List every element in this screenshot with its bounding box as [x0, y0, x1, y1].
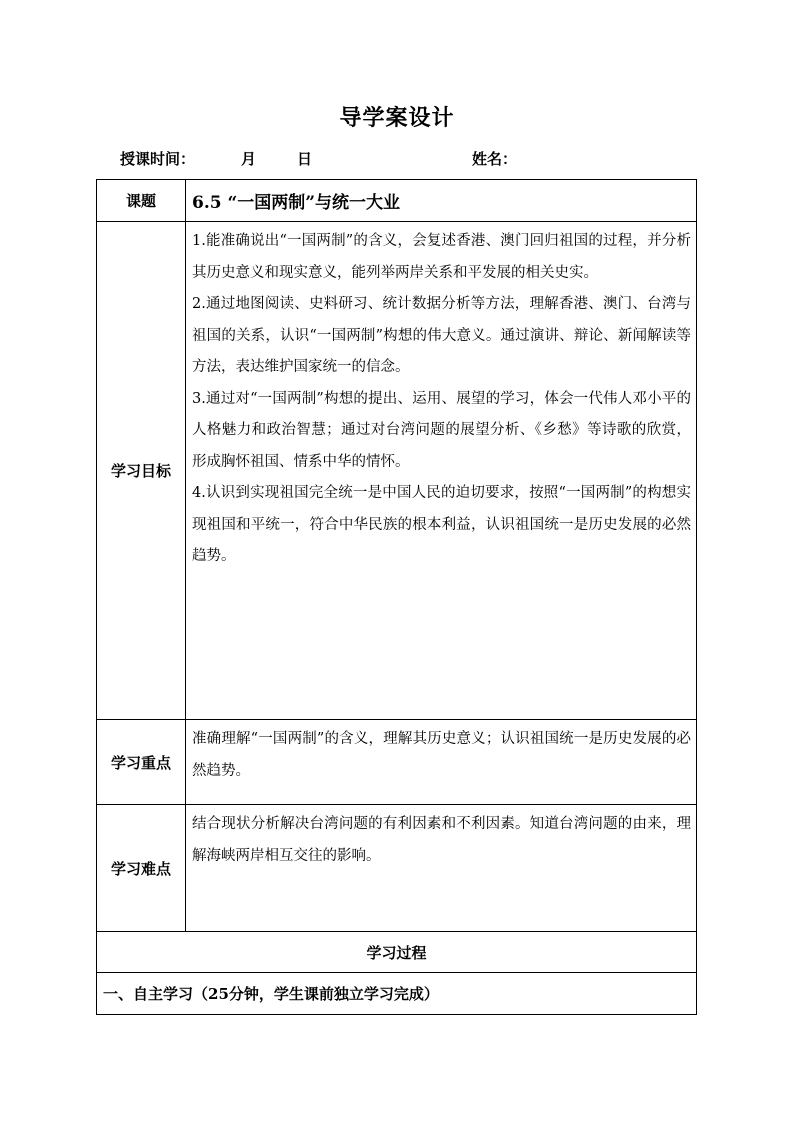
difficulties-text: 结合现状分析解决台湾问题的有利因素和不利因素。知道台湾问题的由来，理解海峡两岸相互交往的影响。: [192, 816, 691, 864]
objectives-row: [97, 222, 697, 720]
objective-item: 3.通过对“一国两制”构想的提出、运用、展望的学习，体会一代伟人邓小平的人格魅力和政治智慧；通过对台湾问题的展望分析、《乡愁》等诗歌的欣赏，形成胸怀祖国、情系中华的情怀。: [192, 390, 691, 470]
process-row: [97, 932, 697, 973]
day-label: 日: [297, 150, 313, 168]
lesson-plan-table: [96, 179, 697, 1015]
difficulties-content: [186, 805, 697, 932]
month-label: 月: [241, 150, 257, 168]
key-points-label: 学习重点: [97, 720, 186, 805]
difficulties-label: 学习难点: [97, 805, 186, 932]
objective-item: 1.能准确说出“一国两制”的含义，会复述香港、澳门回归祖国的过程，并分析其历史意义和现实意义，能列举两岸关系和平发展的相关史实。: [192, 233, 691, 281]
topic-value: 6.5 “一国两制”与统一大业: [186, 180, 697, 222]
objective-item: 2.通过地图阅读、史料研习、统计数据分析等方法，理解香港、澳门、台湾与祖国的关系，认识“一国两制”构想的伟大意义。通过演讲、辩论、新闻解读等方法，表达维护国家统一的信念。: [192, 296, 691, 375]
self-study-heading: 一、自主学习（25分钟，学生课前独立学习完成）: [97, 973, 697, 1015]
key-points-content: [186, 720, 697, 805]
key-points-text: 准确理解“一国两制”的含义，理解其历史意义；认识祖国统一是历史发展的必然趋势。: [192, 731, 691, 779]
difficulties-row: [97, 805, 697, 932]
document-title: 导学案设计: [339, 105, 455, 131]
topic-label: 课题: [97, 180, 186, 222]
objectives-content: [186, 222, 697, 720]
lesson-time-label: 授课时间：: [120, 150, 196, 168]
objectives-label: 学习目标: [97, 222, 186, 720]
process-heading: 学习过程: [97, 932, 697, 973]
self-study-row: [97, 973, 697, 1015]
objective-item: 4.认识到实现祖国完全统一是中国人民的迫切要求，按照“一国两制”的构想实现祖国和平统一，符合中华民族的根本利益，认识祖国统一是历史发展的必然趋势。: [192, 485, 691, 564]
student-name-label: 姓名：: [472, 150, 518, 168]
key-points-row: [97, 720, 697, 805]
lesson-meta-row: [0, 148, 794, 170]
topic-row: [97, 180, 697, 222]
